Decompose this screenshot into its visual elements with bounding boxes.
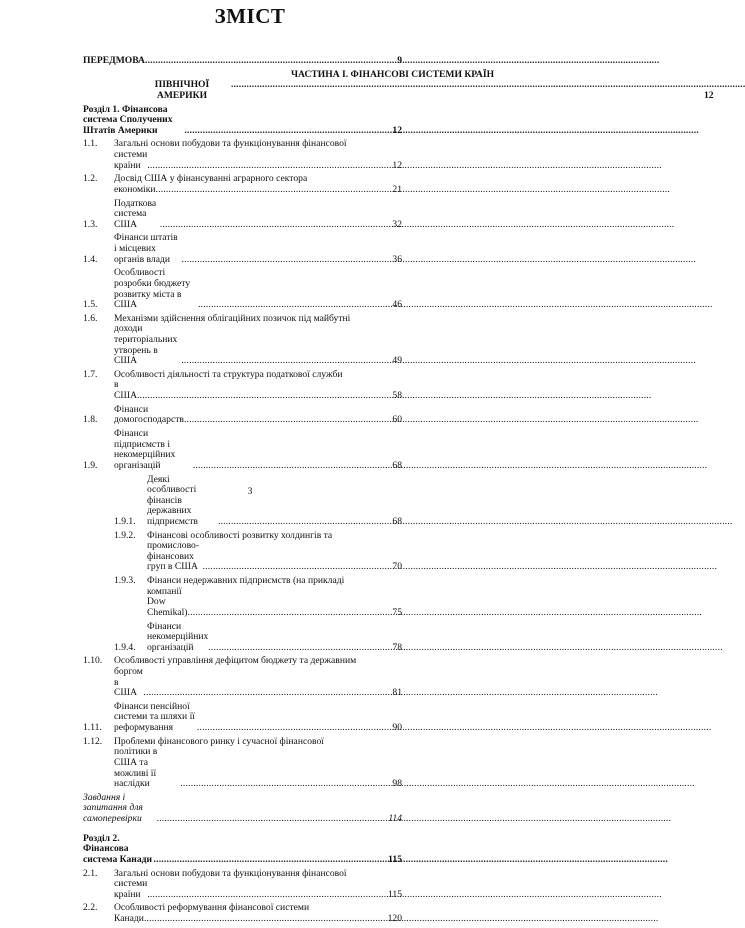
toc-entry-text: Деякі особливості фінансів державних підприємств bbox=[147, 473, 198, 527]
toc-page-number: 120 bbox=[387, 913, 402, 924]
toc-entry-text-line: боргом в США bbox=[114, 665, 143, 699]
toc-entry bbox=[83, 139, 402, 171]
toc-entry-text-line: ПІВНІЧНОЇ АМЕРИКИ ..... bbox=[83, 80, 702, 101]
toc-entry-text: ПЕРЕДМОВА bbox=[83, 55, 145, 66]
toc-entry bbox=[83, 370, 402, 402]
toc-entry bbox=[83, 314, 402, 367]
toc-entry bbox=[83, 475, 402, 528]
toc-entry-number: 1.9. bbox=[83, 459, 98, 471]
toc-entry-text-line: Фінанси недержавних підприємств (на прикладі bbox=[147, 575, 345, 587]
toc-entry bbox=[83, 199, 402, 231]
dot-leader bbox=[198, 300, 390, 311]
dot-leader bbox=[180, 779, 390, 790]
toc-entry bbox=[83, 105, 402, 137]
toc-entry-text: Податкова система США bbox=[114, 197, 157, 230]
toc-entry-number: 1.2. bbox=[83, 173, 98, 185]
toc-entry-text: Фінанси некомерційних організацій bbox=[147, 620, 209, 653]
dot-leader bbox=[156, 185, 391, 196]
dot-leader bbox=[218, 517, 390, 528]
dot-leader bbox=[160, 220, 391, 231]
toc-entry-number: 1.9.4. bbox=[114, 641, 136, 653]
toc-entry-number: 1.9.3. bbox=[114, 575, 136, 587]
toc-entry bbox=[83, 531, 402, 573]
toc-page-number: 75 bbox=[392, 606, 402, 618]
dot-leader bbox=[147, 161, 390, 172]
dot-leader bbox=[193, 461, 391, 472]
toc-entry-number: 2.2. bbox=[83, 902, 98, 914]
toc-entry-text-line: системи країни bbox=[114, 878, 148, 900]
toc-entry-text-line: Загальні основи побудови та функціонування фінансової bbox=[114, 138, 347, 150]
toc-entry-text-line: промислово-фінансових груп в США bbox=[147, 540, 200, 573]
toc-entry-text-line: Особливості реформування фінансової системи bbox=[114, 902, 310, 914]
toc-entry-text-line: Особливості управління дефіцитом бюджету та державним bbox=[114, 655, 357, 667]
toc-page-number: 114 bbox=[388, 812, 402, 824]
dot-leader bbox=[147, 890, 386, 901]
dot-leader bbox=[188, 608, 391, 619]
toc-entry-number: 1.12. bbox=[83, 735, 103, 747]
toc-entry-text-line: Особливості діяльності та структура податкової служби bbox=[114, 368, 343, 380]
dot-leader bbox=[157, 814, 386, 825]
toc-entry bbox=[83, 576, 402, 618]
toc-page-number: 32 bbox=[392, 218, 402, 230]
toc-entry-text-line: Досвід США у фінансуванні аграрного сектора bbox=[114, 173, 308, 185]
dot-leader bbox=[137, 391, 390, 402]
toc-entry bbox=[83, 233, 402, 265]
toc-entry bbox=[83, 903, 402, 924]
toc-entry bbox=[83, 429, 402, 471]
toc-entry bbox=[83, 737, 402, 790]
toc-entry-text-line: компанії Dow Chemikal) bbox=[147, 585, 188, 618]
toc-page-number: 98 bbox=[392, 778, 402, 790]
toc-entry-text-line: Фінансові особливості розвитку холдингів та bbox=[147, 529, 333, 541]
toc-entry-text-line: Проблеми фінансового ринку і сучасної фінансової bbox=[114, 735, 324, 747]
toc-page-number: 46 bbox=[392, 299, 402, 311]
toc-entry bbox=[83, 68, 714, 102]
dot-leader bbox=[197, 723, 390, 734]
toc-entry-text-line: політики в США та можливі її наслідки bbox=[114, 746, 158, 790]
toc-entry-text: Фінанси пенсійної системи та шляхи її реформування bbox=[114, 700, 195, 734]
toc-entry-number: 1.8. bbox=[83, 414, 98, 426]
toc-entry-number: 1.10. bbox=[83, 655, 103, 667]
toc-entry-text-line: економіки bbox=[114, 183, 156, 195]
toc-entry-text: Фінанси підприємств і некомерційних організацій bbox=[114, 428, 176, 471]
toc-page-number: 9 bbox=[397, 55, 402, 66]
toc-entry-number: 1.7. bbox=[83, 368, 98, 380]
toc-entry-text-line: Загальні основи побудови та функціонування фінансової bbox=[114, 867, 347, 879]
toc-entry bbox=[83, 56, 402, 67]
toc-page-number: 78 bbox=[392, 641, 402, 653]
toc-entry-number: 1.9.1. bbox=[114, 515, 136, 527]
toc-page-number: 115 bbox=[388, 853, 402, 865]
toc-entry-text-line: системи країни bbox=[114, 149, 148, 171]
toc-entry-text-line: доходи територіальних утворень в США bbox=[114, 323, 178, 367]
toc-entry bbox=[83, 656, 402, 698]
toc-entry-text: Фінанси домогосподарств bbox=[114, 403, 184, 426]
toc-page-number: 70 bbox=[392, 561, 402, 573]
toc-page-number: 49 bbox=[392, 355, 402, 367]
toc-entry-number: 1.4. bbox=[83, 253, 98, 265]
page-number: 3 bbox=[247, 486, 253, 497]
toc-page-number: 12 bbox=[704, 89, 714, 101]
toc-entry-text: Особливості розробки бюджету розвитку міста в США bbox=[114, 267, 191, 311]
toc-page-number: 115 bbox=[387, 888, 402, 900]
dot-leader bbox=[154, 855, 387, 866]
dot-leader bbox=[145, 56, 395, 67]
toc-entry-text-line: Механізми здійснення облігаційних позичок під майбутні bbox=[114, 312, 351, 324]
page-title: ЗМІСТ bbox=[214, 4, 286, 28]
toc-entry-number: 1.5. bbox=[83, 299, 98, 311]
toc-entry bbox=[83, 622, 402, 654]
toc-page-number: 36 bbox=[392, 253, 402, 265]
toc-entry-text: Завдання і запитання для самоперевірки bbox=[83, 791, 143, 824]
toc-entry-text-line: ЧАСТИНА I. ФІНАНСОВІ СИСТЕМИ КРАЇН bbox=[290, 68, 495, 80]
toc-entry-text: Розділ 1. Фінансова система Сполучених Штатів Америки bbox=[83, 103, 173, 136]
toc-entry bbox=[83, 268, 402, 310]
toc-entry bbox=[83, 174, 402, 195]
toc-entry-text-line: в США bbox=[114, 379, 138, 402]
toc-entry bbox=[83, 834, 402, 866]
toc-entry-text: Фінанси штатів і місцевих органів влади bbox=[114, 232, 178, 265]
toc-entry-number: 1.3. bbox=[83, 218, 98, 230]
toc-page-number: 60 bbox=[392, 414, 402, 426]
dot-leader bbox=[182, 255, 391, 266]
toc-page-number: 81 bbox=[392, 687, 402, 699]
toc-entry-text-line: Канади bbox=[114, 913, 144, 924]
toc-entry-number: 2.1. bbox=[83, 867, 98, 879]
toc-page-number: 90 bbox=[392, 722, 402, 734]
dot-leader bbox=[181, 356, 390, 367]
dot-leader bbox=[144, 914, 386, 925]
dot-leader bbox=[184, 415, 390, 426]
dot-leader bbox=[184, 126, 390, 137]
dot-leader bbox=[203, 562, 391, 573]
toc-page-number: 12 bbox=[392, 124, 402, 136]
dot-leader bbox=[143, 688, 390, 699]
toc-entry bbox=[83, 702, 402, 734]
toc-page-number: 21 bbox=[392, 183, 402, 195]
toc-entry-number: 1.9.2. bbox=[114, 529, 136, 541]
toc-entry-text: Розділ 2. Фінансова система Канади bbox=[83, 832, 153, 865]
toc-page-number: 12 bbox=[392, 159, 402, 171]
toc-page-number: 68 bbox=[392, 515, 402, 527]
toc-entry bbox=[83, 405, 402, 426]
toc-entry-number: 1.11. bbox=[83, 722, 102, 734]
toc-entry bbox=[83, 869, 402, 901]
toc-page-number: 58 bbox=[392, 390, 402, 402]
toc-entry-number: 1.6. bbox=[83, 312, 98, 324]
dot-leader bbox=[208, 643, 390, 654]
toc-entry-number: 1.1. bbox=[83, 138, 98, 150]
toc-page-number: 68 bbox=[392, 459, 402, 471]
dot-leader bbox=[231, 80, 702, 101]
toc-entry bbox=[83, 793, 402, 825]
